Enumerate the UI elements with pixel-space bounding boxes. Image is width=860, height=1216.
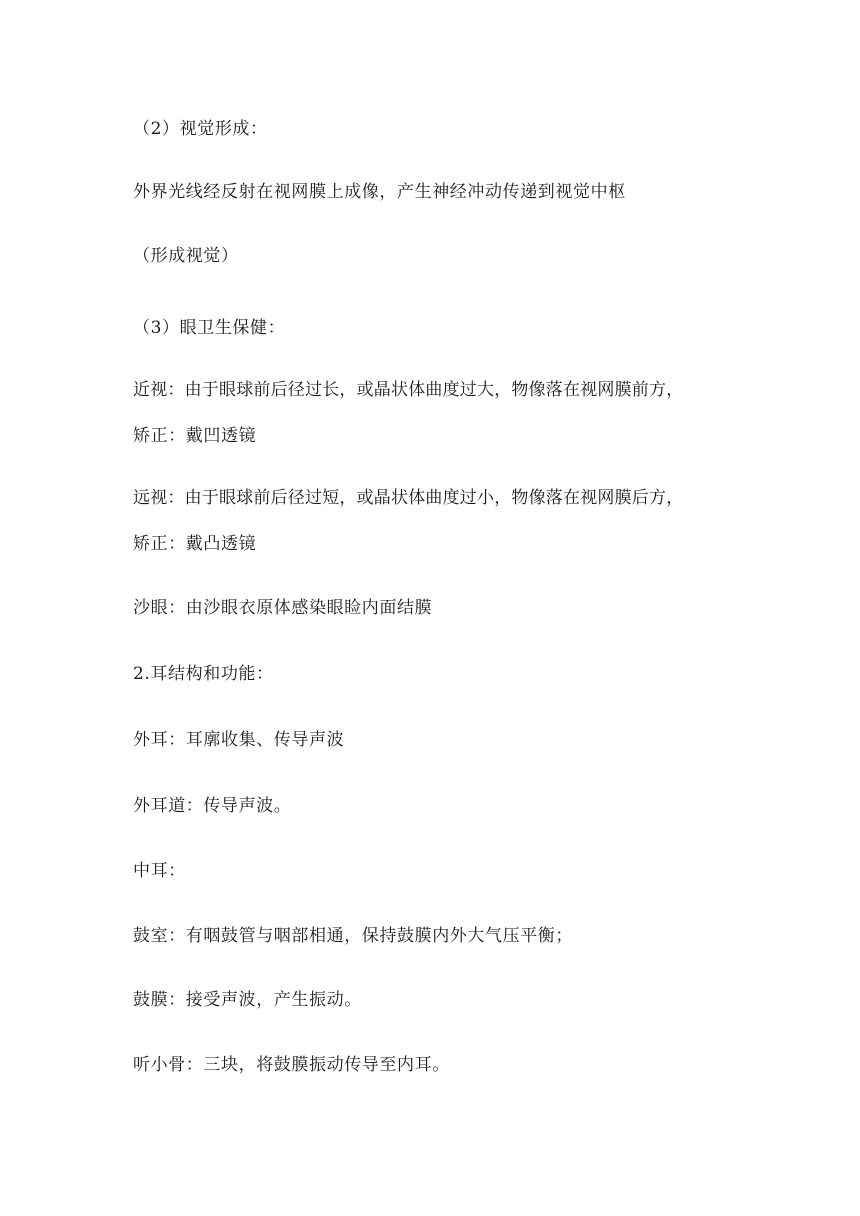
text-hyperopia: 远视：由于眼球前后径过短，或晶状体曲度过小，物像落在视网膜后方， [133, 488, 684, 508]
text-visual-pathway: 外界光线经反射在视网膜上成像，产生神经冲动传递到视觉中枢 [133, 182, 626, 202]
text-ossicles: 听小骨：三块，将鼓膜振动传导至内耳。 [133, 1055, 450, 1075]
heading-visual-formation: （2）视觉形成： [133, 119, 268, 139]
text-outer-ear: 外耳：耳廓收集、传导声波 [133, 730, 345, 750]
text-eardrum: 鼓膜：接受声波，产生振动。 [133, 990, 362, 1010]
text-tympanic-cavity: 鼓室：有咽鼓管与咽部相通，保持鼓膜内外大气压平衡； [133, 926, 573, 946]
text-hyperopia-correction: 矫正：戴凸透镜 [133, 534, 257, 554]
heading-middle-ear: 中耳： [133, 861, 186, 881]
heading-ear-structure: 2.耳结构和功能： [133, 664, 274, 684]
text-ear-canal: 外耳道：传导声波。 [133, 796, 292, 816]
text-myopia-correction: 矫正：戴凹透镜 [133, 426, 257, 446]
heading-eye-health: （3）眼卫生保健： [133, 318, 286, 338]
text-trachoma: 沙眼：由沙眼衣原体感染眼睑内面结膜 [133, 598, 433, 618]
text-myopia: 近视：由于眼球前后径过长，或晶状体曲度过大，物像落在视网膜前方， [133, 380, 684, 400]
text-visual-pathway-end: （形成视觉） [133, 246, 239, 266]
